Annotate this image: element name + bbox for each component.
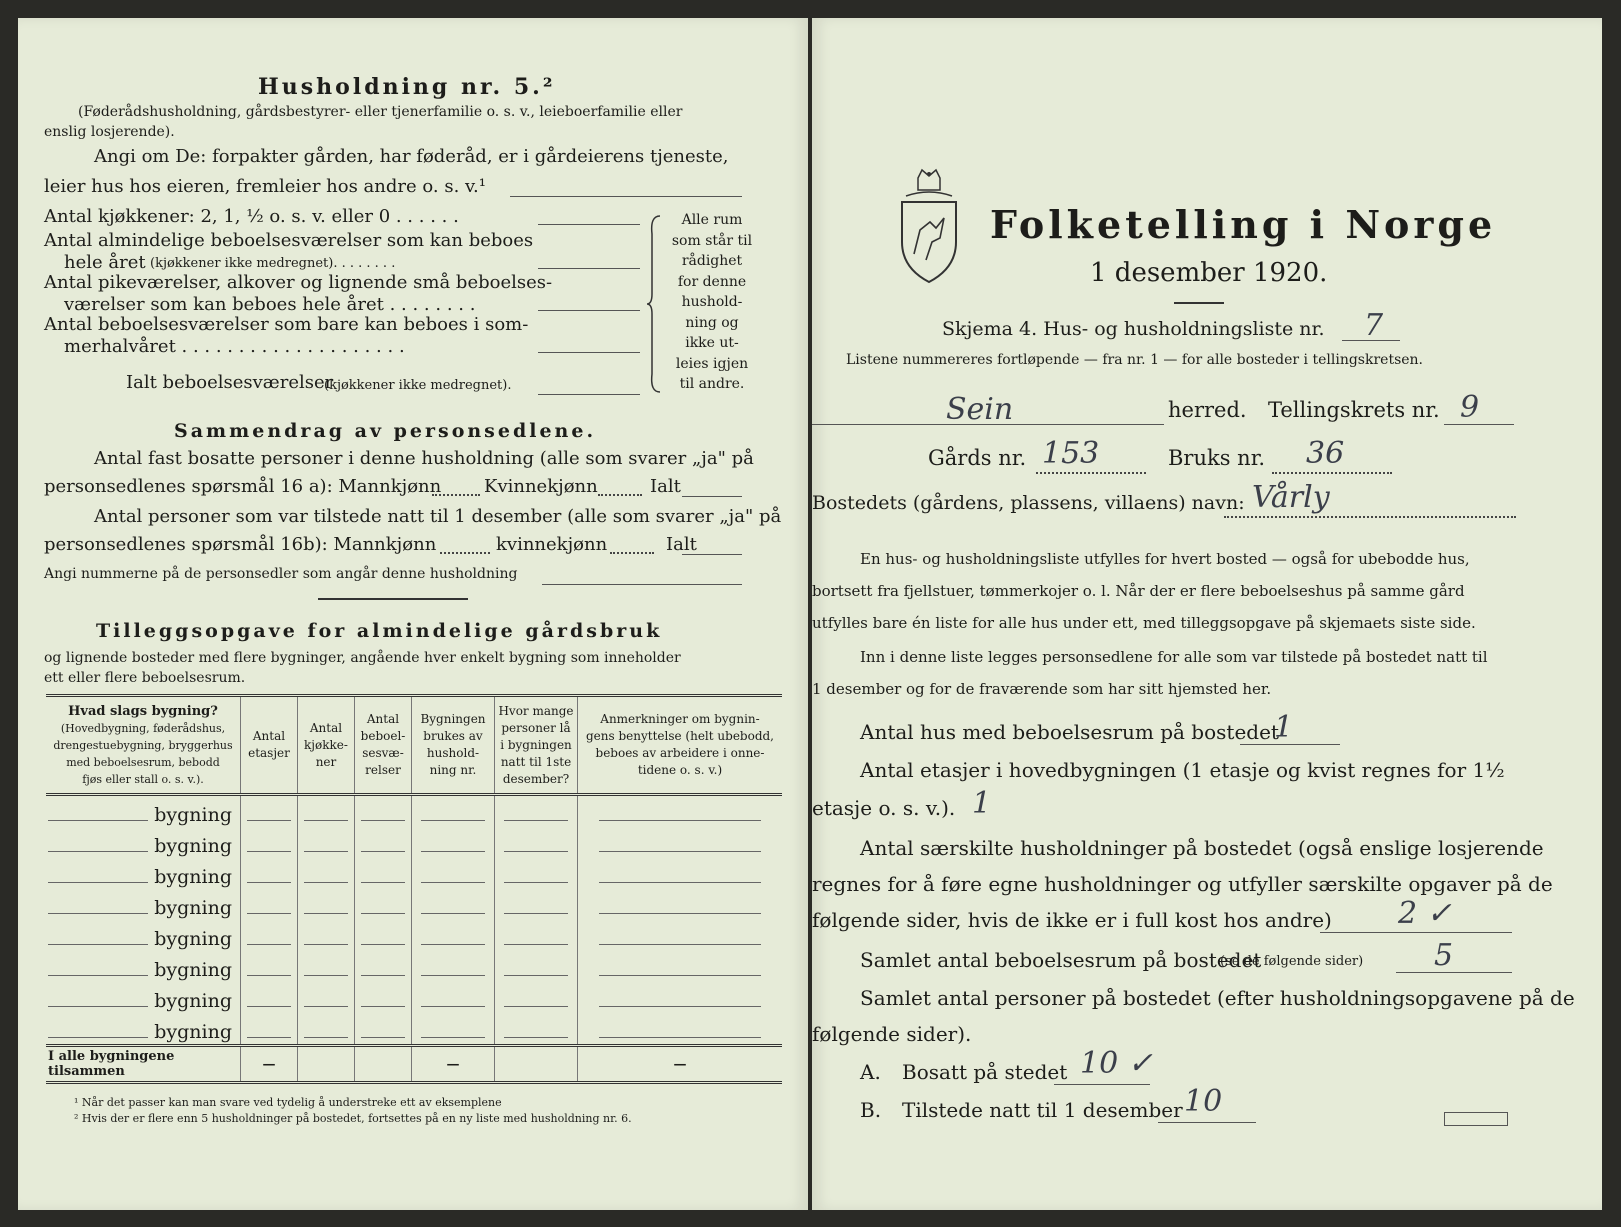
supplement-title: Tilleggsopgave for almindelige gårdsbruk xyxy=(96,620,663,642)
hushold-line-2: regnes for å føre egne husholdninger og utfyller særskilte opgaver på de xyxy=(812,872,1553,896)
herred-name: Sein xyxy=(946,392,1014,427)
building-table-header xyxy=(46,696,782,795)
rom-answer-line xyxy=(1396,972,1512,973)
main-title: Folketelling i Norge xyxy=(990,202,1497,247)
mann-answer-2 xyxy=(440,552,490,554)
footnote-1: ¹ Når det passer kan man svare ved tydelig å understreke ett av eksemplene xyxy=(74,1096,502,1109)
col-husholdning-nr: Bygningen brukes av hushold- ning nr. xyxy=(412,696,495,795)
krets-label: Tellingskrets nr. xyxy=(1268,398,1440,422)
summary-ialt-1: Ialt xyxy=(650,476,681,497)
household-intro: (Føderådshusholdning, gårdsbestyrer- eller tjenerfamilie o. s. v., leieboerfamilie eller xyxy=(78,104,683,120)
kvinne-answer-1 xyxy=(598,494,642,496)
ialt-answer xyxy=(538,394,640,395)
bruks-number: 36 xyxy=(1306,436,1345,471)
summary-line-2b: personsedlenes spørsmål 16b): Mannkjønn xyxy=(44,534,437,555)
table-row: bygning xyxy=(46,951,782,982)
alm-label-1: Antal almindelige beboelsesværelser som kan beboes xyxy=(44,230,534,251)
kjokken-answer xyxy=(538,224,640,225)
bruks-answer-line xyxy=(1272,472,1392,474)
pike-label-2: værelser som kan beboes hele året . . . . . . . . xyxy=(64,294,476,315)
alm-label-2: hele året xyxy=(64,252,146,273)
summary-line-1a: Antal fast bosatte personer i denne husholdning (alle som svarer „ja" på xyxy=(94,448,754,469)
etasjer-value: 1 xyxy=(972,786,992,821)
brace-note: Alle rum som står til rådighet for denne hushold- ning og ikke ut- leies igjen til andre. xyxy=(671,212,753,392)
hushold-value: 2 ✓ xyxy=(1398,896,1452,931)
kjokken-label: Antal kjøkkener: 2, 1, ½ o. s. v. eller 0 . . . . . . xyxy=(44,206,459,227)
skjema-number: 7 xyxy=(1364,308,1384,343)
para-line-4: Inn i denne liste legges personsedlene for alle som var tilstede på bostedet natt til xyxy=(860,648,1488,666)
angi-line-2: leier hus hos eieren, fremleier hos andre o. s. v.¹ xyxy=(44,176,486,197)
krets-number: 9 xyxy=(1460,390,1480,425)
rom-value: 5 xyxy=(1434,938,1454,973)
tilstede-value: 10 xyxy=(1184,1084,1223,1119)
col-anmerkninger: Anmerkninger om bygnin- gens benyttelse (helt ubebodd, beboes av arbeidere i onne- tidene o. s. v.) xyxy=(578,696,783,795)
building-table xyxy=(46,694,782,1084)
gards-number: 153 xyxy=(1042,436,1100,471)
etasjer-line-1: Antal etasjer i hovedbygningen (1 etasje og kvist regnes for 1½ xyxy=(860,758,1505,782)
table-row: bygning xyxy=(46,1013,782,1046)
ialt-label-small: (kjøkkener ikke medregnet). xyxy=(324,378,512,393)
para-line-1: En hus- og husholdningsliste utfylles for hvert bosted — også for ubebodde hus, xyxy=(860,550,1470,568)
a-label: A. xyxy=(860,1060,881,1084)
etasjer-line-2: etasje o. s. v.). xyxy=(812,796,956,820)
summary-line-1b: personsedlenes spørsmål 16 a): Mannkjønn xyxy=(44,476,442,497)
table-row: bygning xyxy=(46,858,782,889)
summary-kvinne-1: Kvinnekjønn xyxy=(484,476,598,497)
ialt-answer-2 xyxy=(682,554,742,555)
sommer-answer xyxy=(538,352,640,353)
bosted-name: Vårly xyxy=(1252,480,1330,515)
table-total-row: I alle bygningene tilsammen — — — xyxy=(46,1046,782,1083)
table-row: bygning xyxy=(46,795,782,828)
right-page xyxy=(812,18,1602,1210)
para-line-3: utfylles bare én liste for alle hus under ett, med tilleggsopgave på skjemaets siste side. xyxy=(812,614,1476,632)
left-page xyxy=(18,18,808,1210)
tilstede-answer-line xyxy=(1158,1122,1256,1123)
summary-ialt-2: Ialt xyxy=(666,534,697,555)
col-etasjer: Antal etasjer xyxy=(241,696,298,795)
mann-answer-1 xyxy=(432,494,480,496)
bosatt-label: Bosatt på stedet xyxy=(902,1060,1068,1084)
supplement-line-1: og lignende bosteder med flere bygninger, angående hver enkelt bygning som inneholder xyxy=(44,650,681,666)
brace-icon xyxy=(646,214,662,394)
divider xyxy=(318,598,468,600)
household-intro-2: enslig losjerende). xyxy=(44,124,175,140)
bosted-answer-line xyxy=(1224,516,1516,518)
coat-of-arms-icon xyxy=(896,168,962,286)
summary-line-3: Angi nummerne på de personsedler som angår denne husholdning xyxy=(44,566,518,582)
pike-answer xyxy=(538,310,640,311)
listene-line: Listene nummereres fortløpende — fra nr. 1 — for alle bosteder i tellingskretsen. xyxy=(846,352,1424,368)
sommer-label-1: Antal beboelsesværelser som bare kan beboes i som- xyxy=(44,314,529,335)
household-title: Husholdning nr. 5.² xyxy=(258,74,556,100)
bruks-label: Bruks nr. xyxy=(1168,446,1266,470)
herred-label: herred. xyxy=(1168,398,1247,422)
personer-line-2: følgende sider). xyxy=(812,1022,972,1046)
printer-stamp-icon xyxy=(1444,1112,1508,1126)
hushold-line-3: følgende sider, hvis de ikke er i full kost hos andre) xyxy=(812,908,1332,932)
gards-label: Gårds nr. xyxy=(928,446,1027,470)
alm-label-small: (kjøkkener ikke medregnet). . . . . . . . xyxy=(150,256,396,271)
summary-kvinne-2: kvinnekjønn xyxy=(496,534,608,555)
col-kjokkener: Antal kjøkke- ner xyxy=(298,696,355,795)
table-row: bygning xyxy=(46,982,782,1013)
table-row: bygning xyxy=(46,920,782,951)
gards-answer-line xyxy=(1036,472,1146,474)
ialt-label: Ialt beboelsesværelser xyxy=(126,372,334,393)
alm-answer xyxy=(538,268,640,269)
col-personer: Hvor mange personer lå i bygningen natt til 1ste desember? xyxy=(495,696,578,795)
para-line-5: 1 desember og for de fraværende som har sitt hjemsted her. xyxy=(812,680,1272,698)
table-row: bygning xyxy=(46,827,782,858)
supplement-line-2: ett eller flere beboelsesrum. xyxy=(44,670,246,686)
rom-label-small: (se de følgende sider) xyxy=(1220,954,1364,969)
sommer-label-2: merhalvåret . . . . . . . . . . . . . . . . . . . . xyxy=(64,336,405,357)
kvinne-answer-2 xyxy=(610,552,654,554)
skjema-line: Skjema 4. Hus- og husholdningsliste nr. xyxy=(942,318,1325,340)
summary-title: Sammendrag av personsedlene. xyxy=(174,420,597,442)
rom-label: Samlet antal beboelsesrum på bostedet xyxy=(860,948,1262,972)
para-line-2: bortsett fra fjellstuer, tømmerkojer o. l. Når der er flere beboelseshus på samme gård xyxy=(812,582,1465,600)
census-date: 1 desember 1920. xyxy=(1090,258,1328,288)
col-bygning: Hvad slags bygning? (Hovedbygning, føderådshus, drengestuebygning, bryggerhus med beboelsesrum, bebodd fjøs eller stall o. s. v.). xyxy=(53,703,233,786)
personer-line-1: Samlet antal personer på bostedet (efter husholdningsopgavene på de xyxy=(860,986,1575,1010)
angi-line-1: Angi om De: forpakter gården, har føderåd, er i gårdeierens tjeneste, xyxy=(94,146,729,167)
title-divider xyxy=(1174,302,1224,304)
summary-line-2a: Antal personer som var tilstede natt til 1 desember (alle som svarer „ja" på xyxy=(94,506,782,527)
bosted-label: Bostedets (gårdens, plassens, villaens) navn: xyxy=(812,492,1245,514)
hushold-answer-line xyxy=(1320,932,1512,933)
ialt-answer-1 xyxy=(682,496,742,497)
bosatt-value: 10 ✓ xyxy=(1080,1046,1153,1081)
tilstede-label: Tilstede natt til 1 desember xyxy=(902,1098,1183,1122)
table-row: bygning xyxy=(46,889,782,920)
pike-label-1: Antal pikeværelser, alkover og lignende små beboelses- xyxy=(44,272,553,293)
hus-value: 1 xyxy=(1274,710,1294,745)
hus-label: Antal hus med beboelsesrum på bostedet xyxy=(860,720,1279,744)
footnote-2: ² Hvis der er flere enn 5 husholdninger på bostedet, fortsettes på en ny liste med husholdning nr. 6. xyxy=(74,1112,632,1125)
angi-answer-line xyxy=(510,196,742,197)
b-label: B. xyxy=(860,1098,882,1122)
hushold-line-1: Antal særskilte husholdninger på bostedet (også enslige losjerende xyxy=(860,836,1544,860)
nummer-answer xyxy=(542,584,742,585)
bosatt-answer-line xyxy=(1054,1084,1150,1085)
col-beboelsesvaerelser: Antal beboel- sesvæ- relser xyxy=(355,696,412,795)
